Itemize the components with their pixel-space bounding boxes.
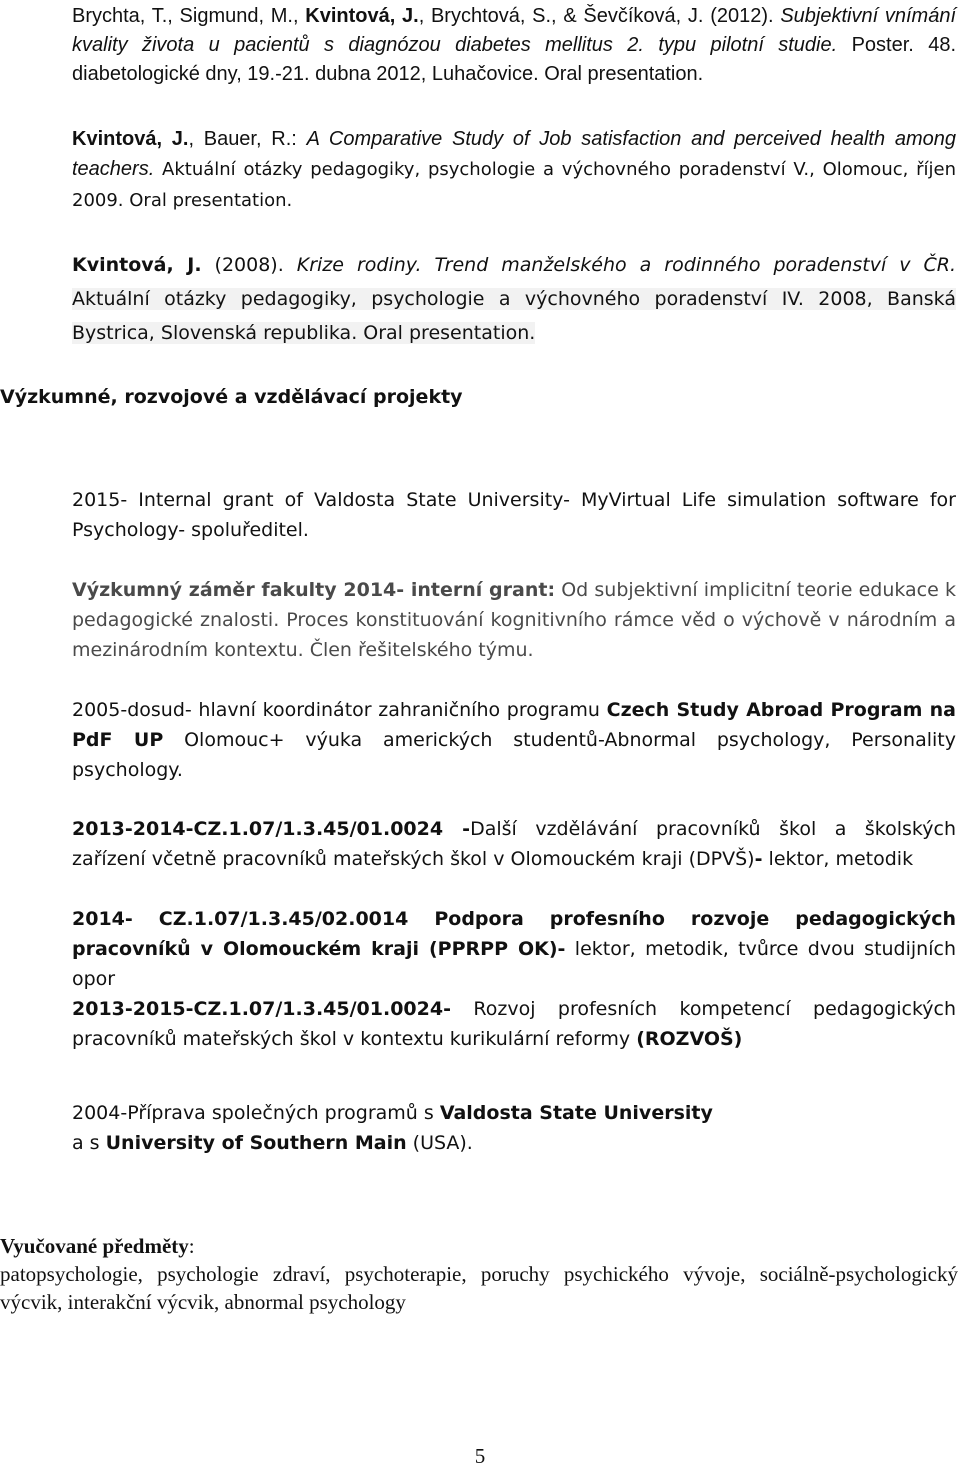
taught-subjects-colon: : <box>188 1234 195 1258</box>
project-text-cont: Olomouc+ výuka amerických studentů-Abnormal psychology, Personality psychology. <box>72 729 956 781</box>
projects-heading: Výzkumné, rozvojové a vzdělávací projekty <box>0 386 463 408</box>
page-number: 5 <box>474 1444 486 1468</box>
entry-year: (2008). <box>201 254 297 276</box>
project-item-1 <box>72 485 956 545</box>
taught-subjects-label-line <box>0 1232 958 1260</box>
project-item-5 <box>72 904 956 994</box>
publication-entry-3 <box>72 248 956 350</box>
publication-entry-2 <box>72 124 956 216</box>
entry-title: Krize rodiny. Trend manželského a rodinného poradenství v ČR. <box>296 254 956 276</box>
taught-subjects-text: patopsychologie, psychologie zdraví, psychoterapie, poruchy psychického vývoje, sociálně-psychologický výcvik, interakční výcvik, abnormal psychology <box>0 1262 958 1314</box>
taught-subjects-label: Vyučované předměty <box>0 1234 189 1258</box>
entry-venue: Poster. 48. diabetologické dny, 19.-21. dubna 2012, Luhačovice. Oral presentation. <box>72 34 956 85</box>
project-title: Další vzdělávání pracovníků škol a školských zařízení včetně pracovníků mateřských škol v Olomouckém kraji (DPVŠ) <box>72 818 956 870</box>
entry-author-highlight: Kvintová, J. <box>305 5 419 27</box>
project-item-3 <box>72 695 956 785</box>
entry-authors-cont: , Brychtová, S., & Ševčíková, J. (2012). <box>418 5 781 27</box>
project-text: a s <box>72 1132 106 1154</box>
publication-entry-1 <box>72 2 956 89</box>
project-item-2 <box>72 575 956 665</box>
entry-venue: Aktuální otázky pedagogiky, psychologie a výchovného poradenství V., Olomouc, říjen 2009. Oral presentation. <box>72 159 956 211</box>
entry-authors: Brychta, T., Sigmund, M., <box>72 5 306 27</box>
project-code: 2013-2015-CZ.1.07/1.3.45/01.0024- <box>72 998 451 1020</box>
project-partner: University of Southern Main <box>105 1132 407 1154</box>
project-code: 2013-2014-CZ.1.07/1.3.45/01.0024 - <box>72 818 471 840</box>
project-item-7 <box>72 1098 956 1158</box>
project-line-2 <box>72 1128 956 1158</box>
project-text: 2005-dosud- hlavní koordinátor zahraničního programu <box>72 699 607 721</box>
entry-venue: Aktuální otázky pedagogiky, psychologie a výchovného poradenství IV. 2008, Banská Bystrica, Slovenská republika. Oral presentation. <box>72 288 956 344</box>
project-title: Výzkumný záměr fakulty 2014- interní grant: <box>72 579 556 601</box>
entry-title: A Comparative Study of Job satisfaction and perceived health among teachers. <box>72 128 956 180</box>
entry-author-highlight: Kvintová, J. <box>72 128 189 150</box>
project-role: lektor, metodik, tvůrce dvou studijních opor <box>72 938 956 990</box>
project-text: 2015- Internal grant of Valdosta State University- MyVirtual Life simulation software for Psychology- spoluředitel. <box>72 489 956 541</box>
project-dash: - <box>754 848 763 870</box>
project-item-6 <box>72 994 956 1054</box>
taught-subjects <box>0 1232 958 1316</box>
entry-author-highlight: Kvintová, J. <box>72 254 202 276</box>
project-title: Czech Study Abroad Program na PdF UP <box>72 699 957 751</box>
project-line-1 <box>72 1098 956 1128</box>
project-role: lektor, metodik <box>762 848 914 870</box>
project-text: Od subjektivní implicitní teorie edukace k pedagogické znalosti. Proces konstituování kognitivního rámce věd o výchově v národním a mezinárodním kontextu. Člen řešitelského týmu. <box>72 579 956 661</box>
entry-authors: , Bauer, R.: <box>188 128 307 150</box>
project-partner: Valdosta State University <box>439 1102 713 1124</box>
project-title: 2014- CZ.1.07/1.3.45/02.0014 Podpora profesního rozvoje pedagogických pracovníků v Olomouckém kraji (PPRPP OK)- <box>72 908 956 960</box>
project-acronym: (ROZVOŠ) <box>636 1028 743 1050</box>
entry-title: Subjektivní vnímání kvality života u pacientů s diagnózou diabetes mellitus 2. typu pilotní studie. <box>72 5 957 56</box>
project-item-4 <box>72 814 956 874</box>
project-title: Rozvoj profesních kompetencí pedagogických pracovníků mateřských škol v kontextu kurikulární reformy <box>72 998 956 1050</box>
project-text: 2004-Příprava společných programů s <box>72 1102 440 1124</box>
project-text-end: (USA). <box>406 1132 473 1154</box>
